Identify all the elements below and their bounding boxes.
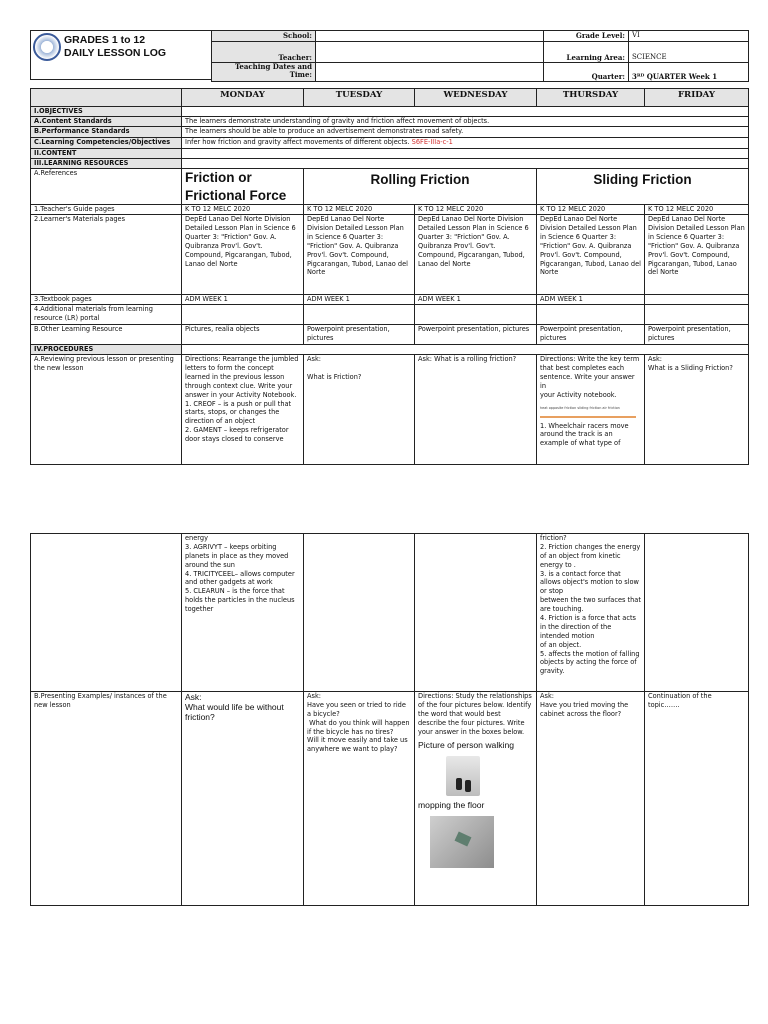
picture-caption-mopping: mopping the floor bbox=[418, 800, 485, 811]
other-thursday: Powerpoint presentation, pictures bbox=[537, 325, 645, 345]
reviewing-continued-label bbox=[31, 534, 182, 692]
mopping-floor-image bbox=[430, 816, 494, 868]
form-title-line2: DAILY LESSON LOG bbox=[64, 47, 167, 60]
other-resource-label: B.Other Learning Resource bbox=[31, 325, 182, 345]
objectives-label: I.OBJECTIVES bbox=[31, 107, 182, 117]
walking-feet-image bbox=[446, 756, 480, 796]
topic-monday: Friction or Frictional Force bbox=[182, 169, 304, 205]
quarter-field[interactable]: 3ᴿᴰ QUARTER Week 1 bbox=[629, 63, 749, 82]
competencies-value bbox=[182, 138, 749, 149]
review-friday: Ask: What is a Sliding Friction? bbox=[645, 355, 749, 465]
day-header-monday: MONDAY bbox=[182, 89, 304, 107]
textbook-monday: ADM WEEK 1 bbox=[182, 295, 304, 305]
review-tuesday-continued bbox=[304, 534, 415, 692]
day-header-thursday: THURSDAY bbox=[537, 89, 645, 107]
grade-level-label: Grade Level: bbox=[544, 31, 629, 42]
other-monday: Pictures, realia objects bbox=[182, 325, 304, 345]
textbook-tuesday: ADM WEEK 1 bbox=[304, 295, 415, 305]
teacher-label: Teacher: bbox=[212, 42, 316, 63]
present-wednesday bbox=[415, 692, 537, 906]
teaching-dates-label: Teaching Dates and Time: bbox=[212, 63, 316, 82]
teacher-field[interactable] bbox=[316, 42, 544, 63]
learning-resources-label: III.LEARNING RESOURCES bbox=[31, 159, 182, 169]
tg-friday: K TO 12 MELC 2020 bbox=[645, 205, 749, 215]
tg-thursday: K TO 12 MELC 2020 bbox=[537, 205, 645, 215]
performance-standards-value: The learners should be able to produce an advertisement demonstrates road safety. bbox=[182, 127, 749, 138]
day-header-tuesday: TUESDAY bbox=[304, 89, 415, 107]
learners-materials-label: 2.Learner's Materials pages bbox=[31, 215, 182, 295]
competency-code: S6FE-IIIa-c-1 bbox=[411, 138, 453, 146]
lm-monday: DepEd Lanao Del Norte Division Detailed Lesson Plan in Science 6 Quarter 3: "Friction" Gov. A. Quibranza Prov'l. Gov't. Compound, Pigcarangan, Tubod, Lanao del Norte bbox=[182, 215, 304, 295]
textbook-label: 3.Textbook pages bbox=[31, 295, 182, 305]
review-thursday-continued: friction? 2. Friction changes the energy of an object from kinetic energy to . 3. is a contact force that allows object's motion to slow or stop between the two surfaces that are touching. 4. Friction is a force that acts in the direction of the intended motion of an object. 5. affects the motion of falling objects by acting the force of gravity. bbox=[537, 534, 645, 692]
additional-thursday bbox=[537, 305, 645, 325]
present-tuesday: Ask: Have you seen or tried to ride a bicycle? What do you think will happen if the bicycle has no tires? Will it move easily and take us anywhere we want to play? bbox=[304, 692, 415, 906]
header-info-table bbox=[211, 30, 749, 82]
picture-caption-walking: Picture of person walking bbox=[418, 740, 515, 751]
header-outer-box bbox=[30, 30, 211, 80]
textbook-friday bbox=[645, 295, 749, 305]
present-thursday: Ask: Have you tried moving the cabinet across the floor? bbox=[537, 692, 645, 906]
teaching-dates-field[interactable] bbox=[316, 63, 544, 82]
additional-materials-label: 4.Additional materials from learning resource (LR) portal bbox=[31, 305, 182, 325]
reviewing-label: A.Reviewing previous lesson or presenting the new lesson bbox=[31, 355, 182, 465]
topic-tuesday-wednesday: Rolling Friction bbox=[304, 169, 537, 205]
review-thursday bbox=[537, 355, 645, 465]
procedures-label: IV.PROCEDURES bbox=[31, 345, 182, 355]
textbook-wednesday: ADM WEEK 1 bbox=[415, 295, 537, 305]
day-header-friday: FRIDAY bbox=[645, 89, 749, 107]
other-wednesday: Powerpoint presentation, pictures bbox=[415, 325, 537, 345]
word-bank-image: heat opposite friction sliding friction air friction bbox=[540, 406, 636, 418]
tg-tuesday: K TO 12 MELC 2020 bbox=[304, 205, 415, 215]
day-header-wednesday: WEDNESDAY bbox=[415, 89, 537, 107]
review-monday: Directions: Rearrange the jumbled letters to form the concept learned in the previous lesson through context clue. Write your answer in your Activity Notebook. 1. CREOF – is a push or pull that starts, stops, or changes the direction of an object 2. GAMENT – keeps refrigerator door stays closed to conserve bbox=[182, 355, 304, 465]
additional-friday bbox=[645, 305, 749, 325]
school-label: School: bbox=[212, 31, 316, 42]
present-monday bbox=[182, 692, 304, 906]
references-label: A.References bbox=[31, 169, 182, 205]
content-label: II.CONTENT bbox=[31, 149, 182, 159]
additional-wednesday bbox=[415, 305, 537, 325]
topic-thursday-friday: Sliding Friction bbox=[537, 169, 749, 205]
present-wednesday-directions: Directions: Study the relationships of the four pictures below. Identify the word that would best describe the four pictures. Write your answer in the boxes below. bbox=[418, 692, 532, 736]
presenting-label: B.Presenting Examples/ instances of the new lesson bbox=[31, 692, 182, 906]
other-tuesday: Powerpoint presentation, pictures bbox=[304, 325, 415, 345]
review-monday-continued: energy 3. AGRIVYT – keeps orbiting planets in place as they moved around the sun 4. TRICITYCEEL– allows computer and other gadgets at work 5. CLEARUN – is the force that holds the particles in the nucleus together bbox=[182, 534, 304, 692]
tg-wednesday: K TO 12 MELC 2020 bbox=[415, 205, 537, 215]
procedures-cell bbox=[182, 345, 749, 355]
learning-resources-cell bbox=[182, 159, 749, 169]
content-standards-label: A.Content Standards bbox=[31, 117, 182, 127]
teachers-guide-label: 1.Teacher's Guide pages bbox=[31, 205, 182, 215]
review-tuesday: Ask: What is Friction? bbox=[304, 355, 415, 465]
additional-tuesday bbox=[304, 305, 415, 325]
corner-cell bbox=[31, 89, 182, 107]
learning-area-label: Learning Area: bbox=[544, 42, 629, 63]
review-thursday-item1: 1. Wheelchair racers move around the track is an example of what type of bbox=[540, 421, 629, 448]
form-title-line1: GRADES 1 to 12 bbox=[64, 34, 146, 46]
review-friday-continued bbox=[645, 534, 749, 692]
lesson-log-table-page1 bbox=[30, 88, 749, 465]
present-friday: Continuation of the topic……. bbox=[645, 692, 749, 906]
lm-thursday: DepEd Lanao Del Norte Division Detailed Lesson Plan in Science 6 Quarter 3: "Friction" Gov. A. Quibranza Prov'l. Gov't. Compound, Pigcarangan, Tubod, Lanao del Norte bbox=[537, 215, 645, 295]
other-friday: Powerpoint presentation, pictures bbox=[645, 325, 749, 345]
grade-level-field[interactable]: VI bbox=[629, 31, 749, 42]
lm-tuesday: DepEd Lanao Del Norte Division Detailed Lesson Plan in Science 6 Quarter 3: "Friction" Gov. A. Quibranza Prov'l. Gov't. Compound, Pigcarangan, Tubod, Lanao del Norte bbox=[304, 215, 415, 295]
review-thursday-directions: Directions: Write the key term that best completes each sentence. Write your answer in your Activity notebook. bbox=[540, 355, 640, 399]
lm-friday: DepEd Lanao Del Norte Division Detailed Lesson Plan in Science 6 Quarter 3: "Friction" Gov. A. Quibranza Prov'l. Gov't. Compound, Pigcarangan, Tubod, Lanao del Norte bbox=[645, 215, 749, 295]
present-monday-question: What would life be without friction? bbox=[185, 702, 284, 723]
content-cell bbox=[182, 149, 749, 159]
objectives-cell bbox=[182, 107, 749, 117]
competencies-label: C.Learning Competencies/Objectives bbox=[31, 138, 182, 149]
lm-wednesday: DepEd Lanao Del Norte Division Detailed Lesson Plan in Science 6 Quarter 3: "Friction" Gov. A. Quibranza Prov'l. Gov't. Compound, Pigcarangan, Tubod, Lanao del Norte bbox=[415, 215, 537, 295]
tg-monday: K TO 12 MELC 2020 bbox=[182, 205, 304, 215]
performance-standards-label: B.Performance Standards bbox=[31, 127, 182, 138]
school-field[interactable] bbox=[316, 31, 544, 42]
textbook-thursday: ADM WEEK 1 bbox=[537, 295, 645, 305]
review-wednesday-continued bbox=[415, 534, 537, 692]
review-wednesday: Ask: What is a rolling friction? bbox=[415, 355, 537, 465]
competencies-text: Infer how friction and gravity affect movements of different objects. bbox=[185, 138, 410, 146]
content-standards-value: The learners demonstrate understanding of gravity and friction affect movement of objects. bbox=[182, 117, 749, 127]
quarter-label: Quarter: bbox=[544, 63, 629, 82]
lesson-log-table-page2 bbox=[30, 533, 749, 906]
present-monday-ask: Ask: bbox=[185, 692, 202, 702]
learning-area-field[interactable]: SCIENCE bbox=[629, 42, 749, 63]
additional-monday bbox=[182, 305, 304, 325]
